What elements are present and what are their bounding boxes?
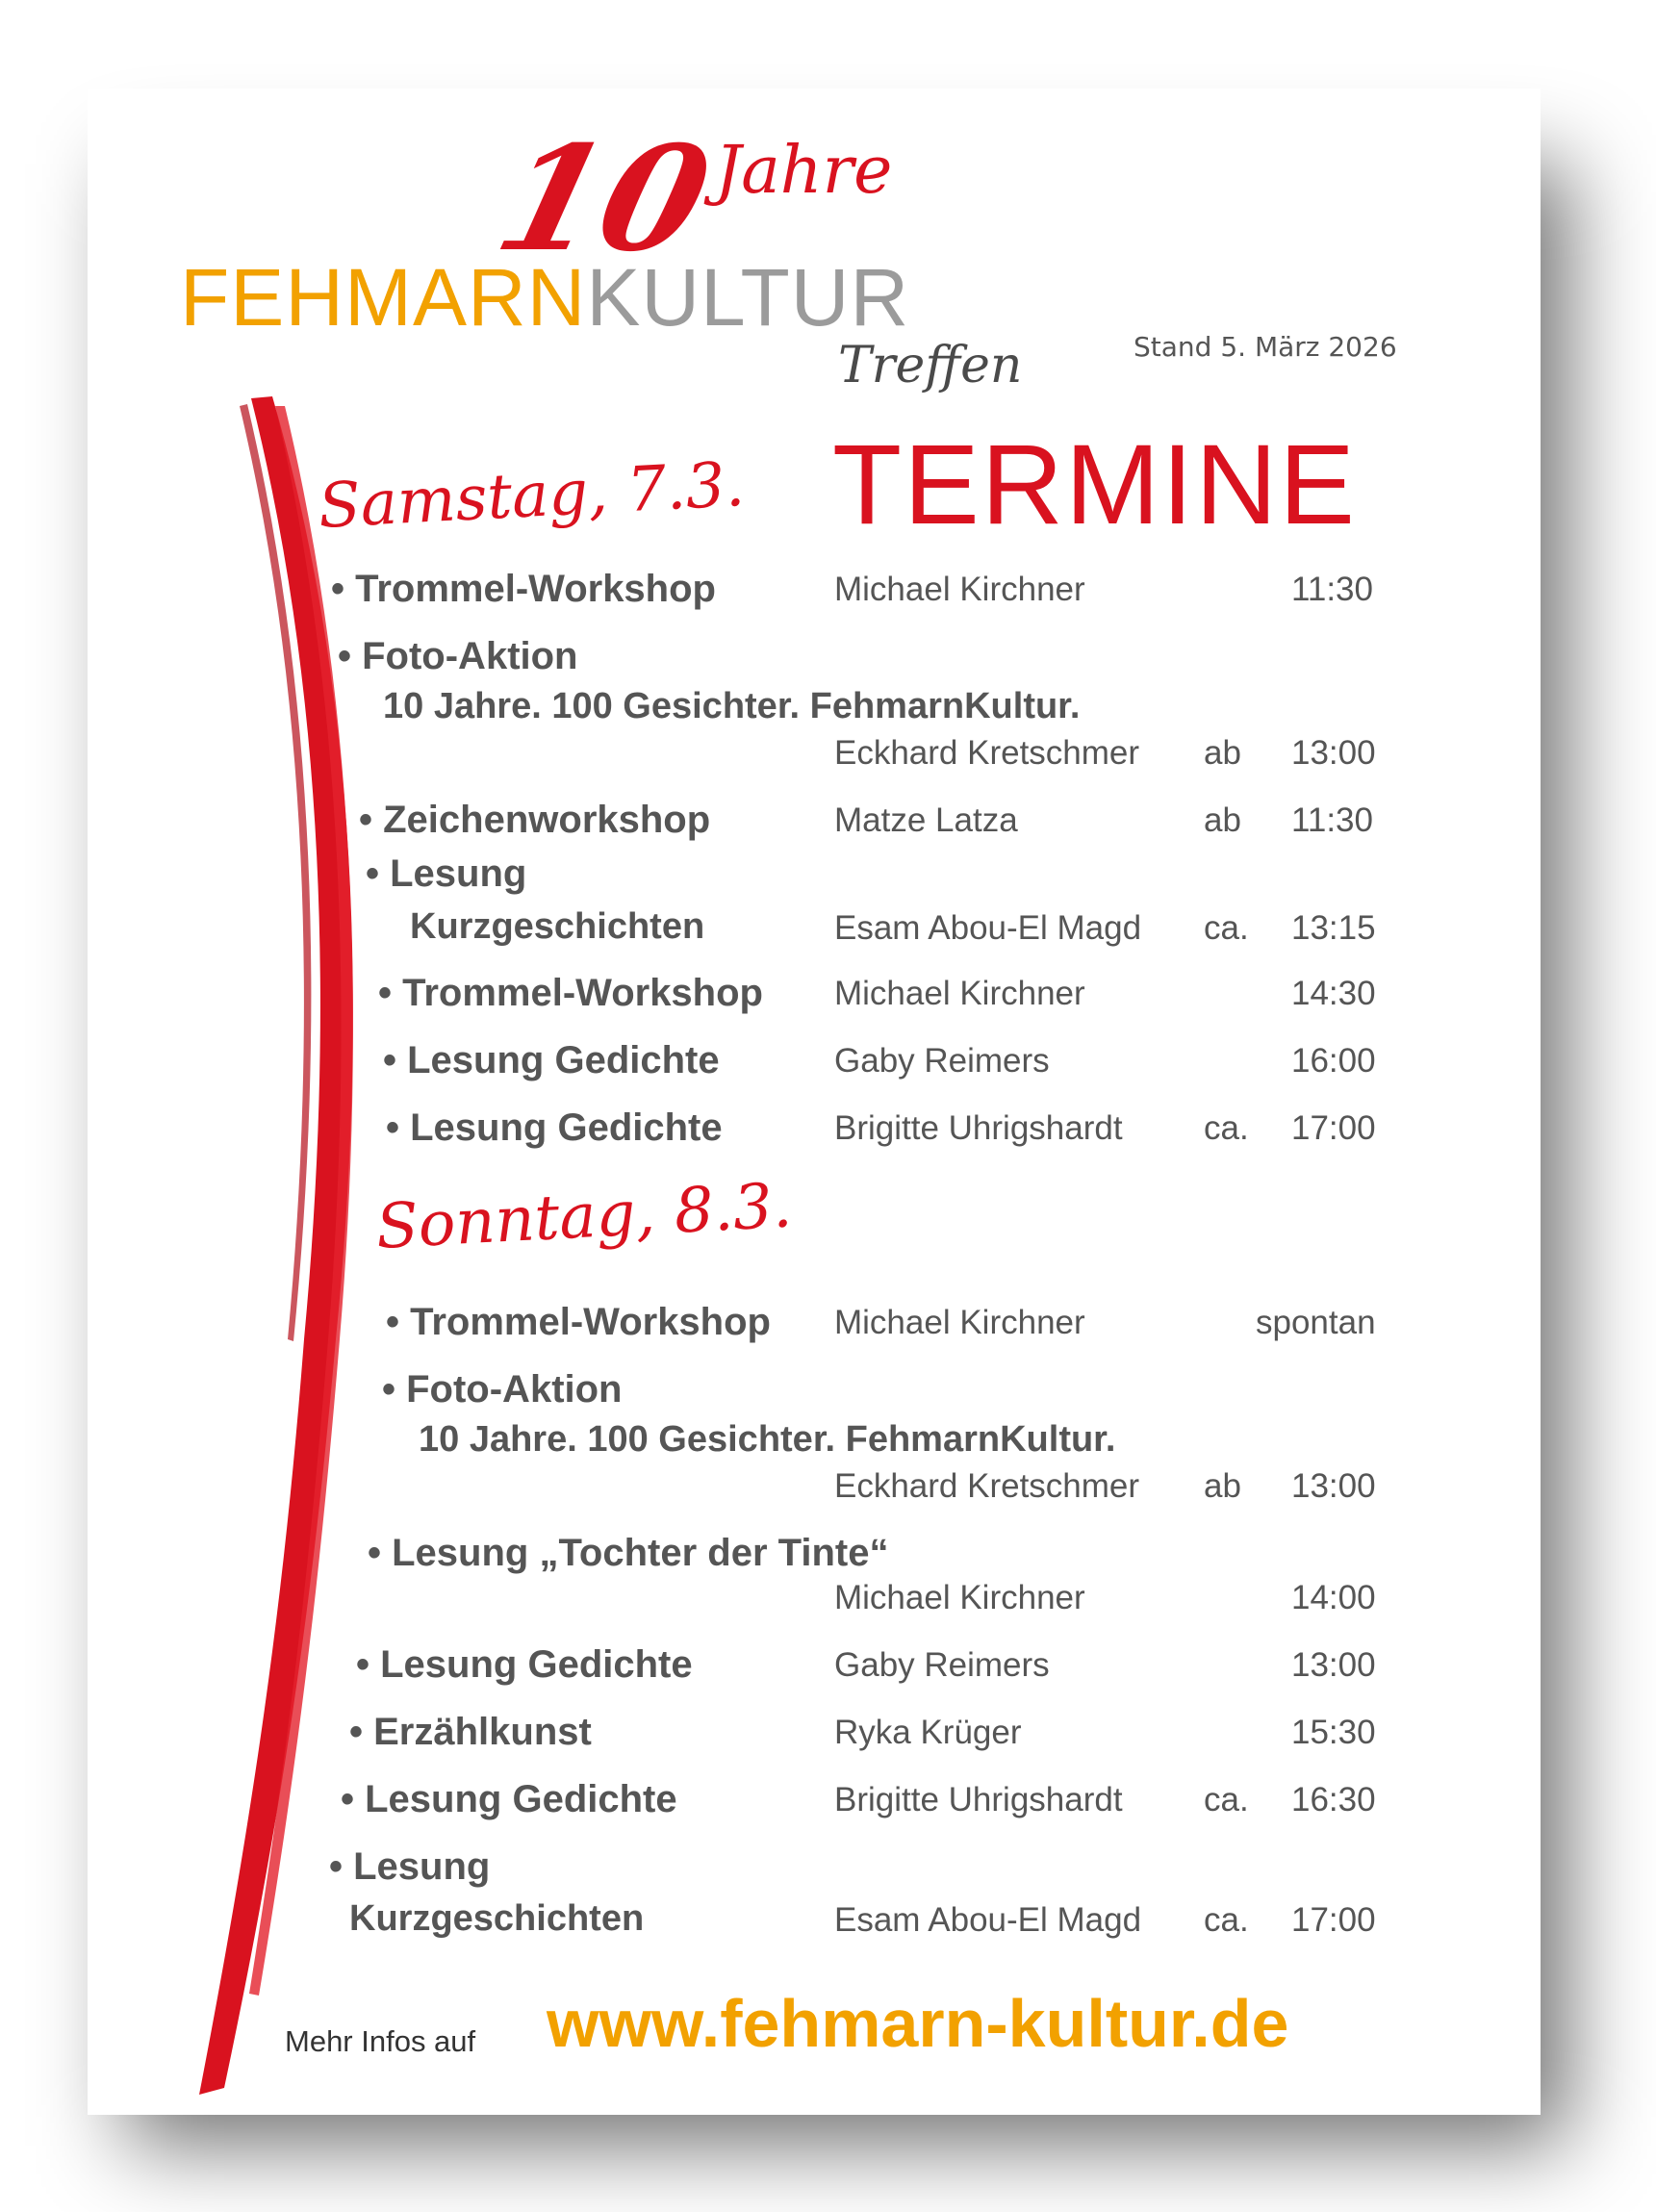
event-time: 17:00 [1291,1901,1376,1939]
event-qualifier: ca. [1204,909,1249,947]
logo-fehmarn: FEHMARN [180,252,587,343]
event-person: Gaby Reimers [834,1042,1050,1080]
event-person: Matze Latza [834,801,1018,839]
event-person: Gaby Reimers [834,1646,1050,1684]
event-time: 17:00 [1291,1109,1376,1147]
event-person: Michael Kirchner [834,975,1085,1012]
event-person: Brigitte Uhrigshardt [834,1781,1123,1818]
day-heading-sunday: Sonntag, 8.3. [374,1170,794,1263]
event-person: Brigitte Uhrigshardt [834,1109,1123,1147]
event-time: spontan [1256,1304,1376,1341]
website-link[interactable]: www.fehmarn-kultur.de [547,1986,1289,2061]
fehmarnkultur-logo [180,252,910,343]
event-person: Eckhard Kretschmer [834,734,1140,772]
event-qualifier: ca. [1204,1781,1249,1818]
event-person: Esam Abou-El Magd [834,1901,1142,1939]
event-time: 14:30 [1291,975,1376,1012]
event-subtitle: 10 Jahre. 100 Gesichter. FehmarnKultur. [383,686,1081,726]
logo-kultur: KULTUR [586,252,910,343]
event-qualifier: ab [1204,801,1241,839]
event-subtitle: 10 Jahre. 100 Gesichter. FehmarnKultur. [419,1419,1116,1460]
event-time: 13:00 [1291,1646,1376,1684]
event-title: • Lesung „Tochter der Tinte“ [368,1532,889,1574]
event-title: • Lesung Gedichte [383,1039,720,1081]
event-title: • Erzählkunst [349,1711,592,1753]
event-title: • Foto-Aktion [338,635,578,677]
event-title: • Lesung Gedichte [341,1778,677,1820]
event-time: 13:15 [1291,909,1376,947]
event-title: • Lesung Gedichte [356,1643,693,1686]
event-person: Eckhard Kretschmer [834,1467,1140,1505]
event-time: 16:30 [1291,1781,1376,1818]
event-person: Michael Kirchner [834,1304,1085,1341]
event-title: • Foto-Aktion [382,1368,623,1411]
event-time: 15:30 [1291,1714,1376,1751]
event-person: Ryka Krüger [834,1714,1022,1751]
event-title: • Trommel-Workshop [386,1301,771,1343]
day-heading-saturday: Samstag, 7.3. [317,448,747,543]
event-subtitle: Kurzgeschichten [410,906,705,947]
event-title: • Lesung [329,1845,491,1888]
stand-date: Stand 5. März 2026 [1134,331,1397,363]
event-time: 13:00 [1291,734,1376,772]
event-time: 14:00 [1291,1579,1376,1616]
event-title: • Trommel-Workshop [331,568,716,610]
event-time: 11:30 [1291,571,1373,608]
anniversary-word: Jahre [715,133,893,209]
event-title: • Trommel-Workshop [378,972,763,1014]
event-person: Michael Kirchner [834,571,1085,608]
event-title: • Lesung Gedichte [386,1106,723,1149]
event-person: Michael Kirchner [834,1579,1085,1616]
logo-treffen: Treffen [838,337,1023,394]
event-qualifier: ca. [1204,1901,1249,1939]
event-subtitle: Kurzgeschichten [349,1898,645,1939]
event-qualifier: ca. [1204,1109,1249,1147]
page-title: TERMINE [832,421,1357,548]
event-time: 11:30 [1291,801,1373,839]
event-qualifier: ab [1204,734,1241,772]
event-qualifier: ab [1204,1467,1241,1505]
event-person: Esam Abou-El Magd [834,909,1142,947]
footer-label: Mehr Infos auf [285,2024,476,2058]
event-time: 13:00 [1291,1467,1376,1505]
flyer-page [88,89,1541,2115]
event-time: 16:00 [1291,1042,1376,1080]
event-title: • Zeichenworkshop [359,799,711,841]
event-title: • Lesung [366,852,527,895]
anniversary-number: 10 [482,114,726,284]
